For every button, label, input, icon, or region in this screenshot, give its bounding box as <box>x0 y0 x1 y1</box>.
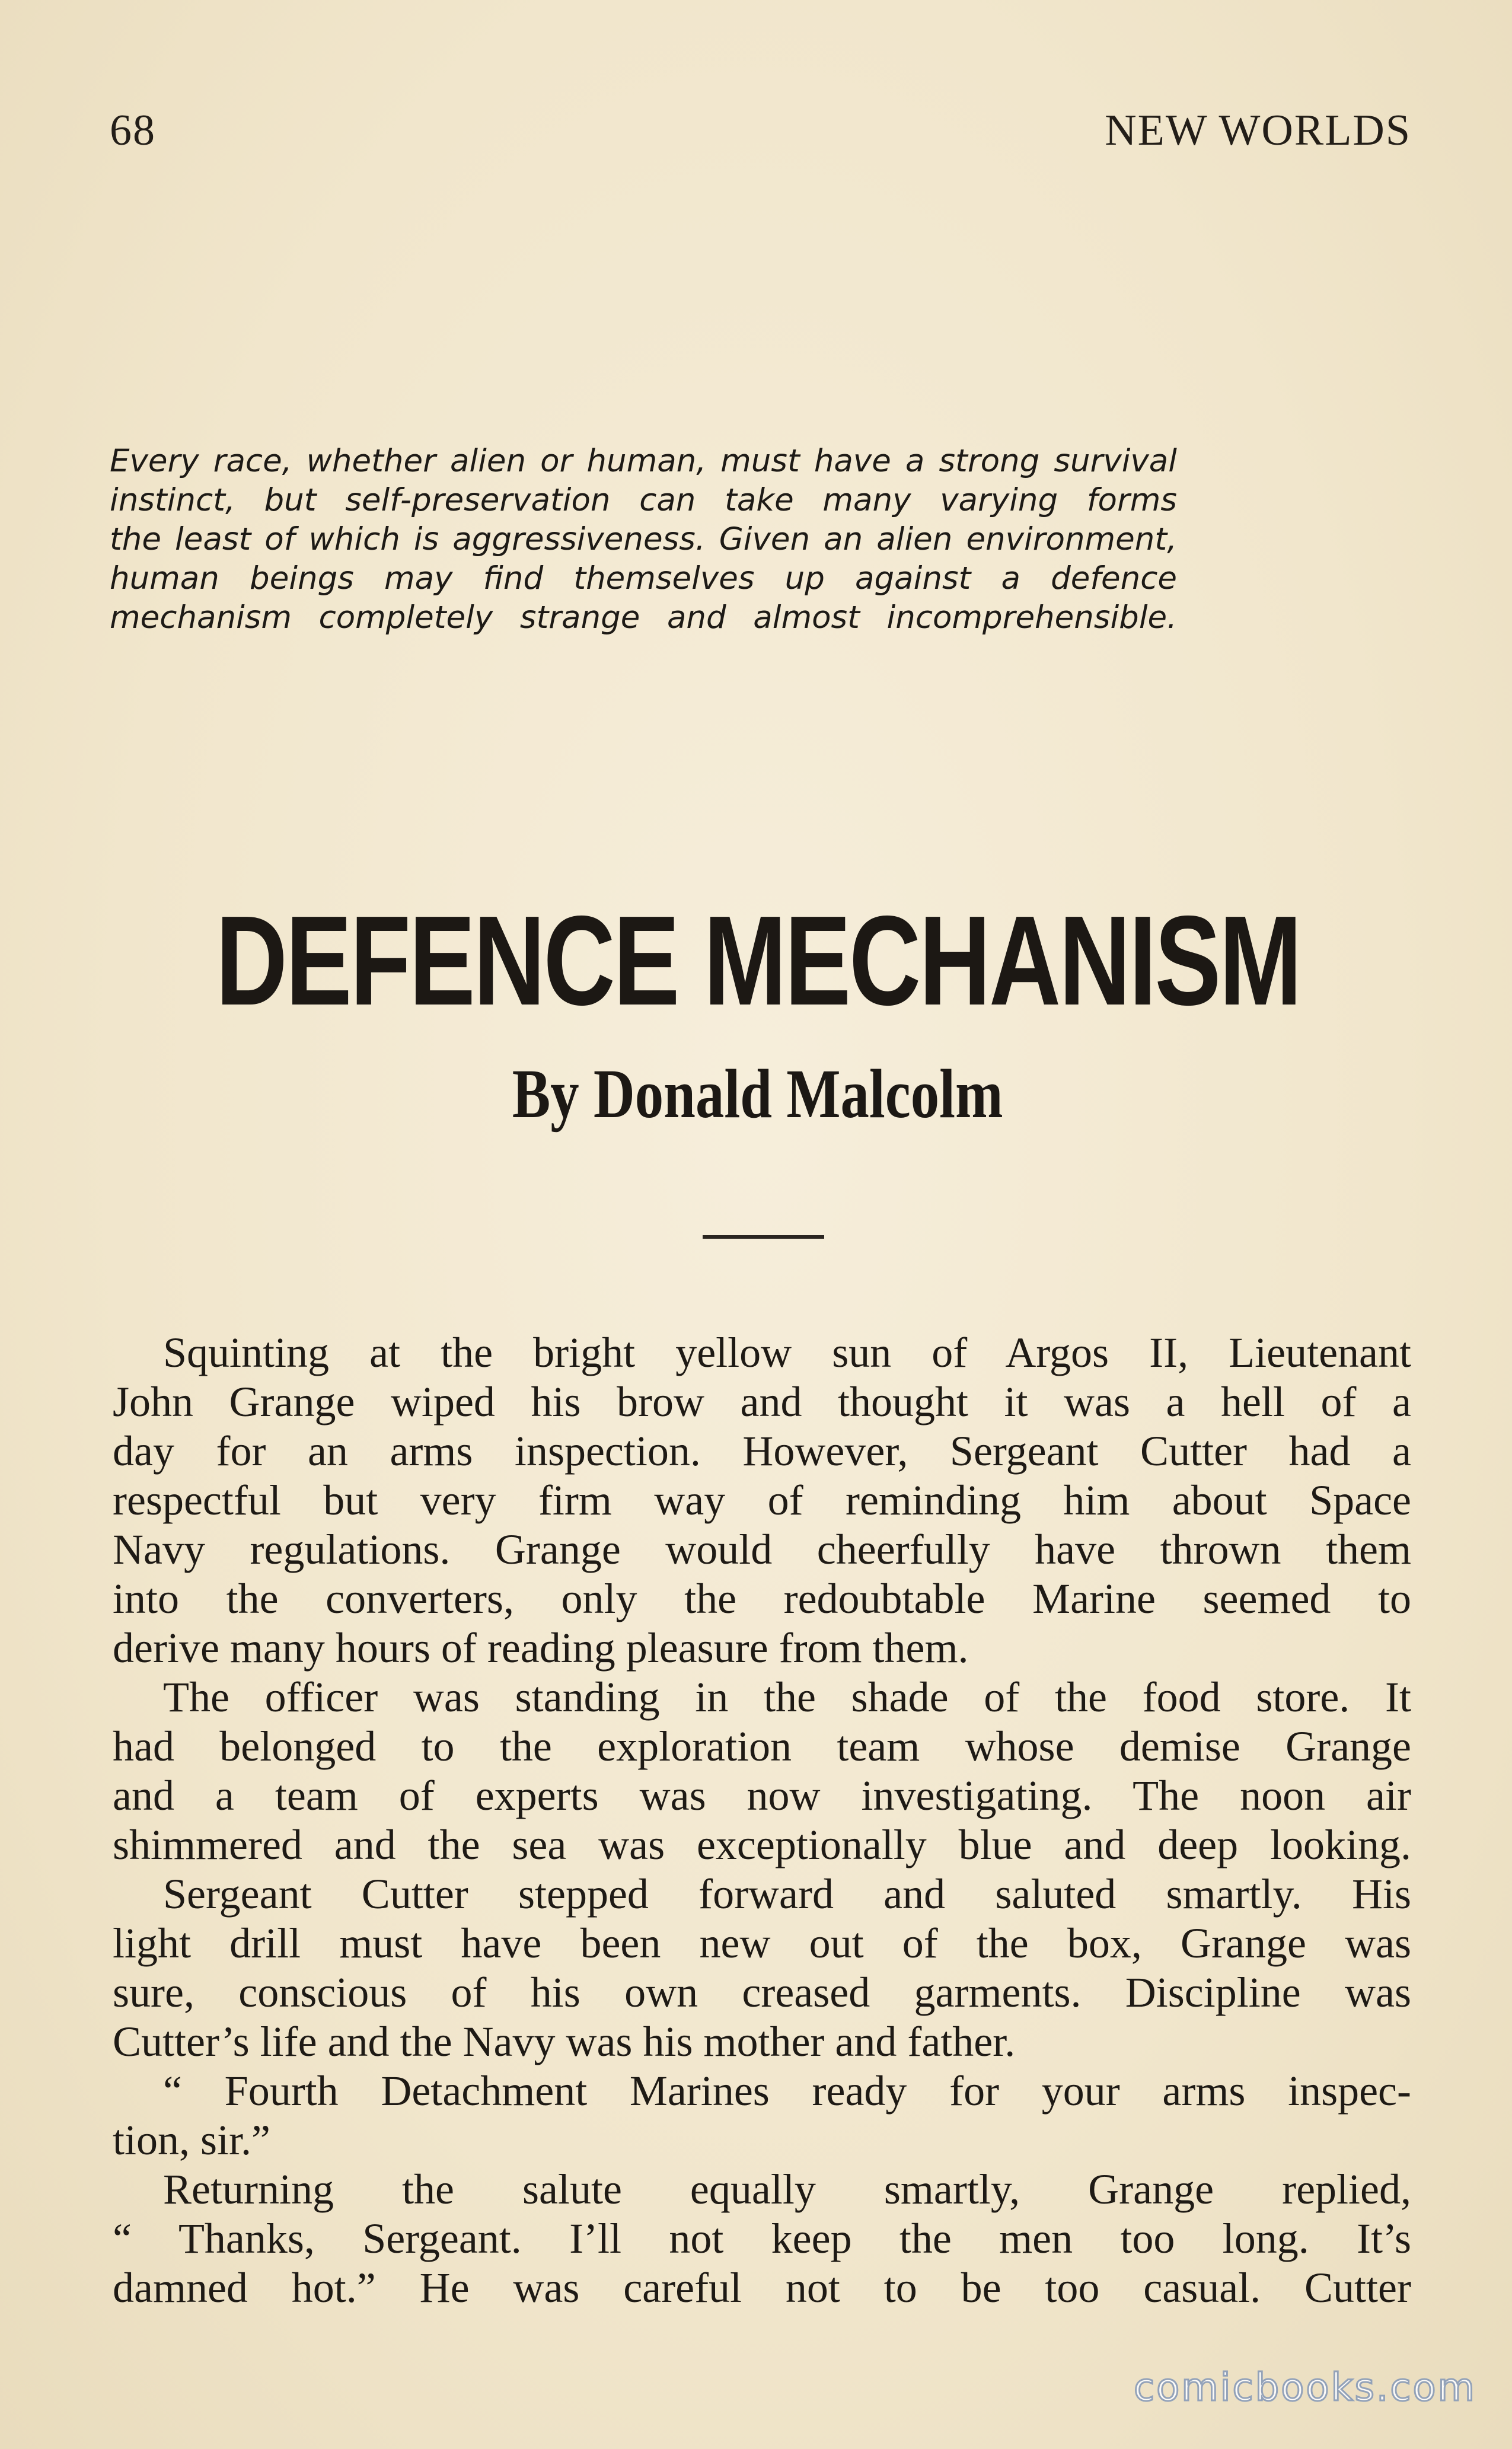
blurb-line: mechanism completely strange and almost incomprehensible. <box>110 600 1177 636</box>
body-line: Sergeant Cutter stepped forward and saluted smartly. His <box>163 1870 1411 1918</box>
body-line: respectful but very firm way of reminding him about Space <box>113 1477 1411 1524</box>
title-divider <box>703 1235 824 1239</box>
body-line: The officer was standing in the shade of the food store. It <box>163 1673 1411 1721</box>
body-line: John Grange wiped his brow and thought it was a hell of a <box>113 1378 1411 1426</box>
blurb-line: the least of which is aggressiveness. Given an alien environment, <box>110 521 1177 557</box>
body-line: Navy regulations. Grange would cheerfully have thrown them <box>113 1526 1411 1573</box>
author-byline: By Donald Malcolm <box>512 1055 1003 1133</box>
body-line: and a team of experts was now investigating. The noon air <box>113 1772 1411 1819</box>
body-line: light drill must have been new out of the box, Grange was <box>113 1919 1411 1967</box>
page-header <box>110 104 1411 157</box>
body-line: Squinting at the bright yellow sun of Argos II, Lieutenant <box>163 1329 1411 1376</box>
body-line: had belonged to the exploration team whose demise Grange <box>113 1723 1411 1770</box>
body-line: shimmered and the sea was exceptionally blue and deep looking. <box>113 1821 1411 1868</box>
blurb-line: instinct, but self-preservation can take many varying forms <box>110 482 1177 518</box>
blurb-line: human beings may find themselves up against a defence <box>110 560 1177 597</box>
body-line: Returning the salute equally smartly, Grange replied, <box>163 2166 1411 2213</box>
body-line: damned hot.” He was careful not to be too casual. Cutter <box>113 2264 1411 2311</box>
story-body <box>113 1328 1411 2313</box>
watermark: comicbooks.com <box>1133 2366 1476 2410</box>
story-blurb <box>110 442 1177 637</box>
body-line: tion, sir.” <box>113 2116 270 2164</box>
story-title: DEFENCE MECHANISM <box>215 889 1300 1032</box>
body-line: “ Fourth Detachment Marines ready for your arms inspec- <box>163 2067 1411 2115</box>
page-number: 68 <box>110 106 156 155</box>
blurb-line: Every race, whether alien or human, must have a strong survival <box>110 443 1177 479</box>
body-line: Cutter’s life and the Navy was his mother and father. <box>113 2018 1016 2065</box>
body-line: into the converters, only the redoubtable Marine seemed to <box>113 1575 1411 1622</box>
body-line: derive many hours of reading pleasure from them. <box>113 1624 969 1672</box>
body-line: “ Thanks, Sergeant. I’ll not keep the men too long. It’s <box>113 2215 1411 2262</box>
body-line: sure, conscious of his own creased garments. Discipline was <box>113 1969 1411 2016</box>
running-title: NEW WORLDS <box>1105 106 1411 155</box>
body-line: day for an arms inspection. However, Sergeant Cutter had a <box>113 1427 1411 1475</box>
